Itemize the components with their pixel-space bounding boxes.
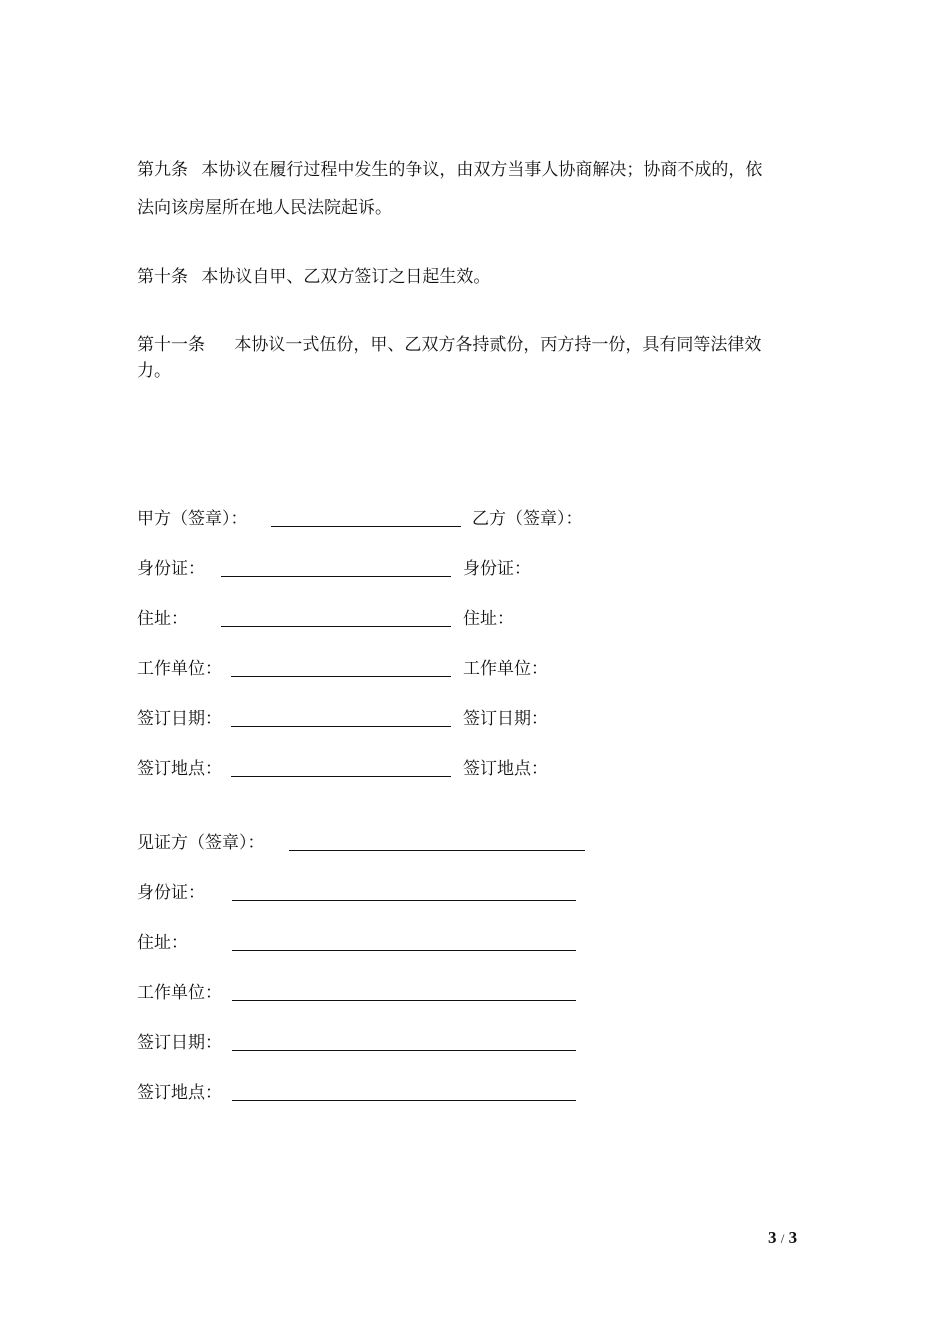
article-11-text-line-1: 本协议一式伍份，甲、乙双方各持贰份，丙方持一份，具有同等法律效 bbox=[234, 335, 762, 355]
party-a-id-label: 身份证： bbox=[137, 559, 205, 579]
article-10-text: 本协议自甲、乙双方签订之日起生效。 bbox=[201, 267, 491, 287]
article-9-text-line-1: 本协议在履行过程中发生的争议，由双方当事人协商解决；协商不成的，依 bbox=[201, 160, 763, 180]
page-number bbox=[768, 1228, 797, 1248]
party-a-date-label: 签订日期： bbox=[137, 709, 222, 729]
article-9-line-1 bbox=[137, 158, 762, 182]
party-a-place-label: 签订地点： bbox=[137, 759, 222, 779]
party-b-sign-label: 乙方（签章）： bbox=[472, 509, 583, 529]
witness-id-line bbox=[232, 900, 576, 901]
article-11-line-1 bbox=[137, 333, 761, 357]
article-11-label: 第十一条 bbox=[137, 335, 205, 355]
party-a-sign-label: 甲方（签章）： bbox=[137, 509, 248, 529]
party-a-address-line bbox=[221, 626, 451, 627]
party-a-sign-line bbox=[271, 526, 461, 527]
article-11-text-line-2: 力。 bbox=[137, 361, 171, 381]
witness-place-label: 签订地点： bbox=[137, 1083, 222, 1103]
party-a-date-line bbox=[231, 726, 451, 727]
party-b-workplace-label: 工作单位： bbox=[463, 659, 548, 679]
page-number-total: 3 bbox=[788, 1228, 798, 1247]
page-number-separator: / bbox=[780, 1231, 785, 1246]
party-a-id-line bbox=[221, 576, 451, 577]
witness-address-label: 住址： bbox=[137, 933, 188, 953]
party-b-place-label: 签订地点： bbox=[463, 759, 548, 779]
witness-place-line bbox=[232, 1100, 576, 1101]
article-10 bbox=[137, 265, 490, 289]
article-9-label: 第九条 bbox=[137, 160, 188, 180]
witness-workplace-label: 工作单位： bbox=[137, 983, 222, 1003]
witness-workplace-line bbox=[232, 1000, 576, 1001]
witness-sign-label: 见证方（签章）： bbox=[137, 833, 265, 853]
witness-date-label: 签订日期： bbox=[137, 1033, 222, 1053]
page-number-current: 3 bbox=[768, 1228, 777, 1247]
party-a-address-label: 住址： bbox=[137, 609, 188, 629]
article-10-label: 第十条 bbox=[137, 267, 188, 287]
party-b-date-label: 签订日期： bbox=[463, 709, 548, 729]
witness-id-label: 身份证： bbox=[137, 883, 205, 903]
witness-address-line bbox=[232, 950, 576, 951]
witness-sign-line bbox=[289, 850, 585, 851]
party-b-address-label: 住址： bbox=[463, 609, 514, 629]
article-9-text-line-2: 法向该房屋所在地人民法院起诉。 bbox=[137, 198, 392, 218]
party-a-workplace-line bbox=[231, 676, 451, 677]
party-a-place-line bbox=[231, 776, 451, 777]
party-a-workplace-label: 工作单位： bbox=[137, 659, 222, 679]
party-b-id-label: 身份证： bbox=[463, 559, 531, 579]
witness-date-line bbox=[232, 1050, 576, 1051]
